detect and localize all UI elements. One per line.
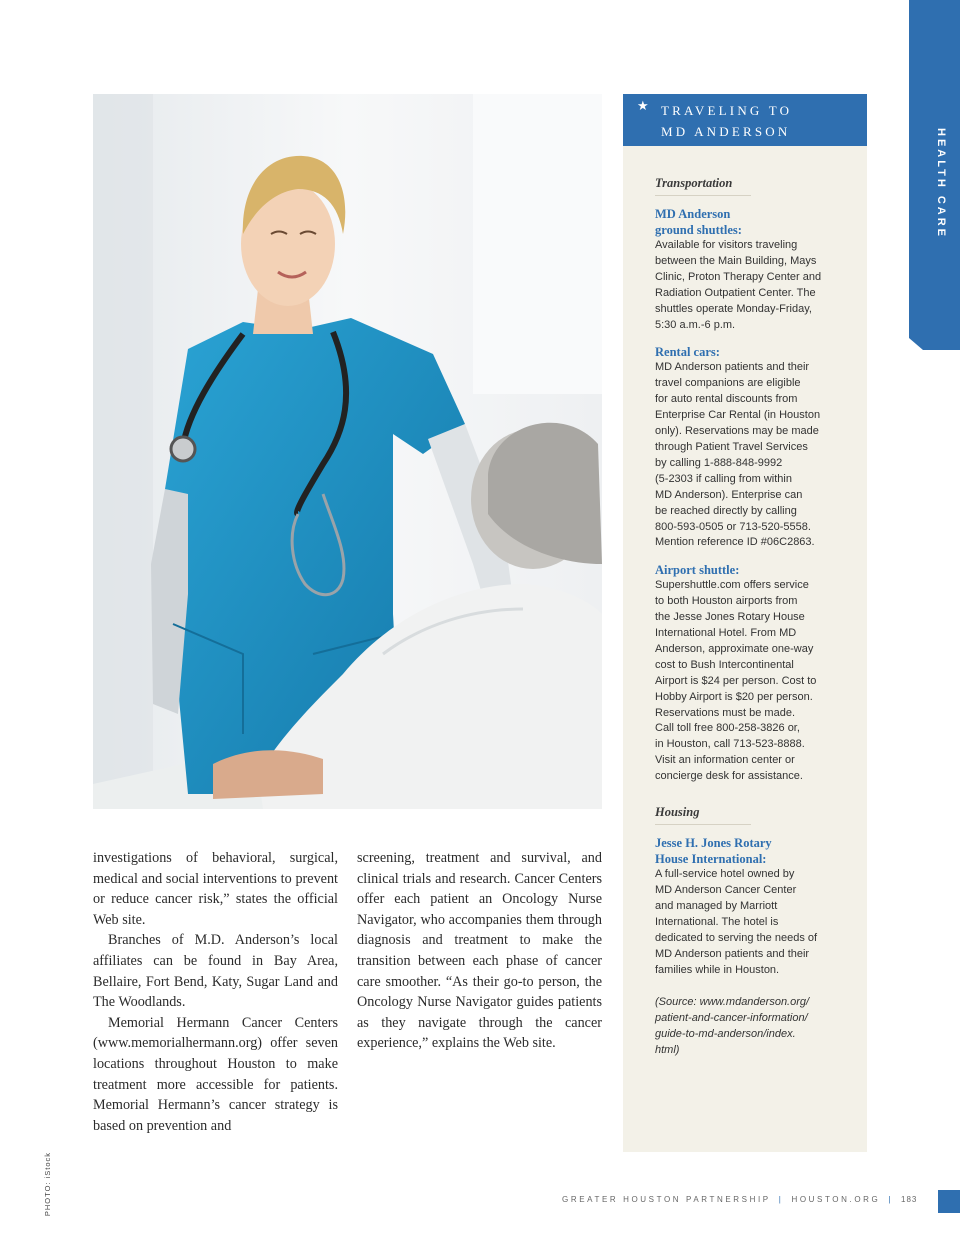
text-line: in Houston, call 713-523-8888.	[655, 738, 805, 751]
hotel-block	[655, 835, 835, 978]
text-line: between the Main Building, Mays	[655, 254, 817, 267]
text-line: International. The hotel is	[655, 915, 779, 928]
sidebar-title-line: MD ANDERSON	[661, 124, 791, 139]
text-line: Clinic, Proton Therapy Center and	[655, 270, 822, 283]
shuttles-block	[655, 206, 835, 333]
source-note	[655, 994, 835, 1058]
subheading-hotel: Jesse H. Jones Rotary	[655, 836, 772, 851]
page-footer	[562, 1195, 917, 1204]
sidebar-content	[655, 176, 835, 1058]
rental-text	[655, 360, 835, 551]
sidebar-traveling-to-md-anderson	[623, 94, 867, 1152]
source-line: html)	[655, 1044, 680, 1057]
text-line: MD Anderson patients and their	[655, 361, 810, 374]
photo-credit: PHOTO: iStock	[43, 1152, 52, 1217]
text-line: Airport is $24 per person. Cost to	[655, 674, 817, 687]
hotel-text	[655, 867, 835, 978]
footer-site: HOUSTON.ORG	[791, 1195, 881, 1204]
section-heading-transportation: Transportation	[655, 176, 751, 196]
text-line: Reservations must be made.	[655, 706, 796, 719]
section-heading-housing: Housing	[655, 805, 751, 825]
subheading-airport-shuttle: Airport shuttle:	[655, 563, 740, 578]
nurse-patient-photo	[93, 94, 602, 809]
star-icon: ★	[637, 99, 649, 114]
text-line: shuttles operate Monday-Friday,	[655, 302, 812, 315]
body-paragraph: screening, treatment and survival, and clinical trials and research. Cancer Centers offer each patient an Oncology Nurse Navigator, who accompanies them through diagnosis and treatment to make the transition between each phase of cancer care smoother. “As their go-to person, the Oncology Nurse Navigator guides patients as they navigate through the cancer experience,” explains the Web site.	[357, 850, 602, 1052]
subheading-shuttles: MD Anderson	[655, 207, 731, 221]
text-line: 5:30 a.m.-6 p.m.	[655, 318, 736, 331]
source-line: (Source: www.mdanderson.org/	[655, 996, 810, 1009]
text-line: travel companions are eligible	[655, 377, 801, 390]
shuttles-text	[655, 238, 835, 333]
text-line: 800-593-0505 or 713-520-5558.	[655, 520, 811, 533]
text-line: dedicated to serving the needs of	[655, 931, 818, 944]
rental-block	[655, 344, 835, 551]
text-line: Visit an information center or	[655, 754, 795, 767]
text-line: concierge desk for assistance.	[655, 770, 803, 783]
subheading-shuttles: ground shuttles:	[655, 223, 742, 237]
text-line: be reached directly by calling	[655, 504, 797, 517]
text-line: Anderson, approximate one-way	[655, 642, 814, 655]
sidebar-title	[661, 100, 861, 142]
airport-block	[655, 562, 835, 785]
text-line: Hobby Airport is $20 per person.	[655, 690, 813, 703]
text-line: A full-service hotel owned by	[655, 868, 795, 881]
text-line: Available for visitors traveling	[655, 239, 798, 251]
text-line: Mention reference ID #06C2863.	[655, 536, 815, 549]
airport-text	[655, 578, 835, 785]
text-line: Radiation Outpatient Center. The	[655, 286, 816, 299]
page-number: 183	[901, 1195, 918, 1204]
text-line: (5-2303 if calling from within	[655, 472, 792, 485]
text-line: families while in Houston.	[655, 963, 780, 976]
subheading-hotel: House International:	[655, 852, 767, 867]
subheading-rental-cars: Rental cars:	[655, 345, 720, 360]
text-line: MD Anderson Cancer Center	[655, 884, 797, 896]
source-line: guide-to-md-anderson/index.	[655, 1028, 796, 1041]
text-line: Enterprise Car Rental (in Houston	[655, 409, 821, 422]
text-line: International Hotel. From MD	[655, 627, 797, 640]
text-line: and managed by Marriott	[655, 899, 778, 912]
body-paragraph: Branches of M.D. Anderson’s local affiliates can be found in Bay Area, Bellaire, Fort Bend, Katy, Sugar Land and The Woodlands.	[93, 932, 338, 1011]
body-paragraph: Memorial Hermann Cancer Centers (www.memorialhermann.org) offer seven locations throughout Houston to make treatment more accessible for patients. Memorial Hermann’s cancer strategy is based on prevention and	[93, 1014, 338, 1134]
body-column-right	[357, 848, 602, 1054]
text-line: by calling 1-888-848-9992	[655, 456, 783, 469]
sidebar-header	[623, 94, 867, 146]
footer-separator: |	[778, 1195, 784, 1204]
photo-illustration	[93, 94, 602, 809]
text-line: through Patient Travel Services	[655, 440, 808, 453]
text-line: cost to Bush Intercontinental	[655, 658, 794, 671]
text-line: MD Anderson). Enterprise can	[655, 488, 803, 501]
text-line: Call toll free 800-258-3826 or,	[655, 722, 800, 735]
text-line: only). Reservations may be made	[655, 425, 819, 438]
footer-org: GREATER HOUSTON PARTNERSHIP	[562, 1195, 771, 1204]
footer-tab	[938, 1190, 960, 1213]
body-column-left	[93, 848, 338, 1136]
section-tab-label: HEALTH CARE	[935, 128, 947, 240]
text-line: for auto rental discounts from	[655, 393, 798, 406]
source-line: patient-and-cancer-information/	[655, 1012, 808, 1025]
body-paragraph: investigations of behavioral, surgical, medical and social interventions to prevent or reduce cancer risk,” states the official Web site.	[93, 850, 338, 928]
footer-separator: |	[888, 1195, 894, 1204]
text-line: to both Houston airports from	[655, 595, 798, 608]
text-line: MD Anderson patients and their	[655, 947, 810, 960]
text-line: Supershuttle.com offers service	[655, 579, 809, 592]
text-line: the Jesse Jones Rotary House	[655, 611, 805, 624]
sidebar-title-line: TRAVELING TO	[661, 103, 793, 118]
